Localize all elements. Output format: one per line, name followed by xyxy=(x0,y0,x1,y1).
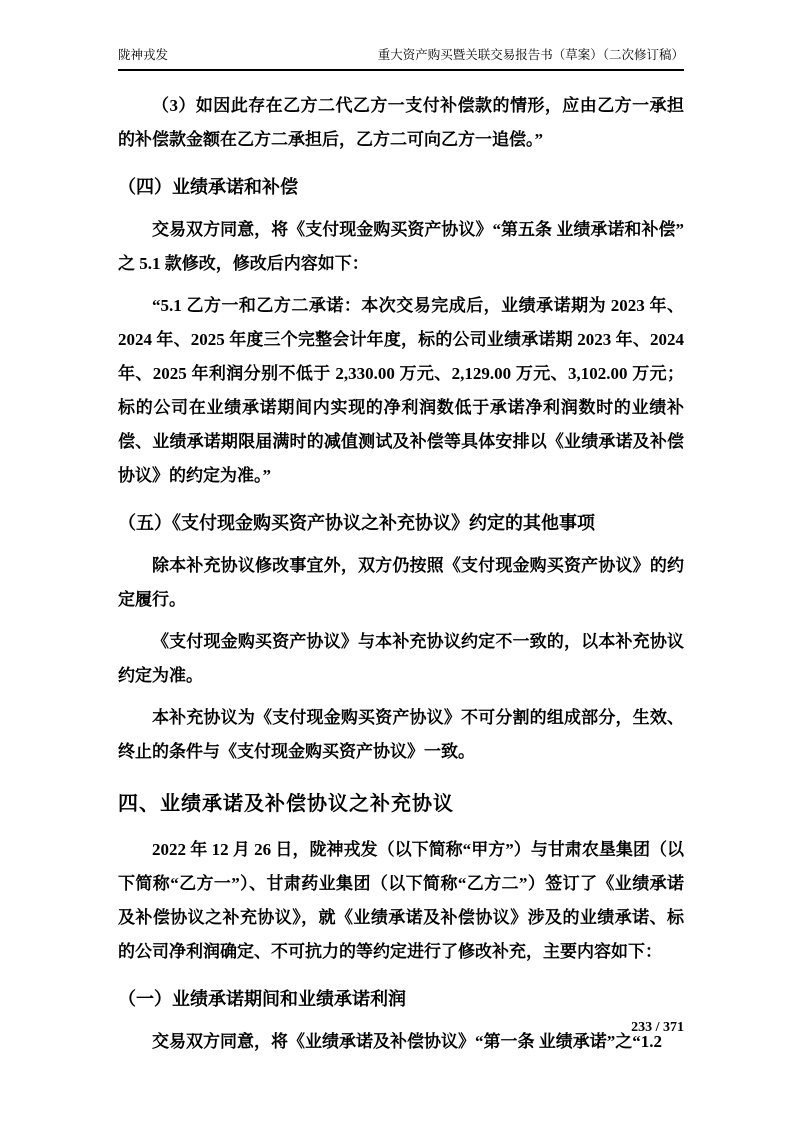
paragraph-other-matters-1: 除本补充协议修改事宜外，双方仍按照《支付现金购买资产协议》的约定履行。 xyxy=(118,556,684,609)
section-heading-commitment-period-profit: （一）业绩承诺期间和业绩承诺利润 xyxy=(118,989,406,1009)
header-company-name: 陇神戎发 xyxy=(118,48,169,62)
paragraph-agreement-modify-5-1: 交易双方同意，将《支付现金购买资产协议》“第五条 业绩承诺和补偿”之 5.1 款修改，修改后内容如下： xyxy=(118,220,684,273)
document-body xyxy=(118,89,684,1059)
section-heading-performance-commitment: （四）业绩承诺和补偿 xyxy=(118,177,298,197)
paragraph-agreement-modify-1-2: 交易双方同意，将《业绩承诺及补偿协议》“第一条 业绩承诺”之“1.2 xyxy=(152,1032,662,1051)
page-content xyxy=(118,46,684,1067)
section-heading-other-matters: （五）《支付现金购买资产协议之补充协议》约定的其他事项 xyxy=(118,513,595,533)
paragraph-clause-5-1-content: “5.1 乙方一和乙方二承诺：本次交易完成后，业绩承诺期为 2023 年、2024 年、2025 年度三个完整会计年度，标的公司业绩承诺期 2023 年、2024 年、2025 年利润分别不低于 2,330.00 万元、2,129.00 万元、3,102.00 万元；标的公司在业绩承诺期间内实现的净利润数低于承诺净利润数时的业绩补偿、业绩承诺期限届满时的减值测试及补偿等具体安排以《业绩承诺及补偿协议》的约定为准。” xyxy=(118,296,684,485)
paragraph-compensation-recourse: （3）如因此存在乙方二代乙方一支付补偿款的情形，应由乙方一承担的补偿款金额在乙方二承担后，乙方二可向乙方一追偿。” xyxy=(118,96,684,149)
paragraph-other-matters-3: 本补充协议为《支付现金购买资产协议》不可分割的组成部分，生效、终止的条件与《支付现金购买资产协议》一致。 xyxy=(118,708,684,761)
page-header xyxy=(118,46,684,71)
paragraph-other-matters-2: 《支付现金购买资产协议》与本补充协议约定不一致的，以本补充协议约定为准。 xyxy=(118,632,684,685)
page-footer xyxy=(118,1020,684,1036)
paragraph-signing-2022-12-26: 2022 年 12 月 26 日，陇神戎发（以下简称“甲方”）与甘肃农垦集团（以下简称“乙方一”）、甘肃药业集团（以下简称“乙方二”）签订了《业绩承诺及补偿协议之补充协议》，就《业绩承诺及补偿协议》涉及的业绩承诺、标的公司净利润确定、不可抗力的等约定进行了修改补充，主要内容如下： xyxy=(118,840,684,961)
page-number: 233 / 371 xyxy=(631,1020,684,1035)
chapter-heading-supplementary-agreement: 四、业绩承诺及补偿协议之补充协议 xyxy=(118,793,454,815)
header-document-title: 重大资产购买暨关联交易报告书（草案）（二次修订稿） xyxy=(377,48,684,62)
